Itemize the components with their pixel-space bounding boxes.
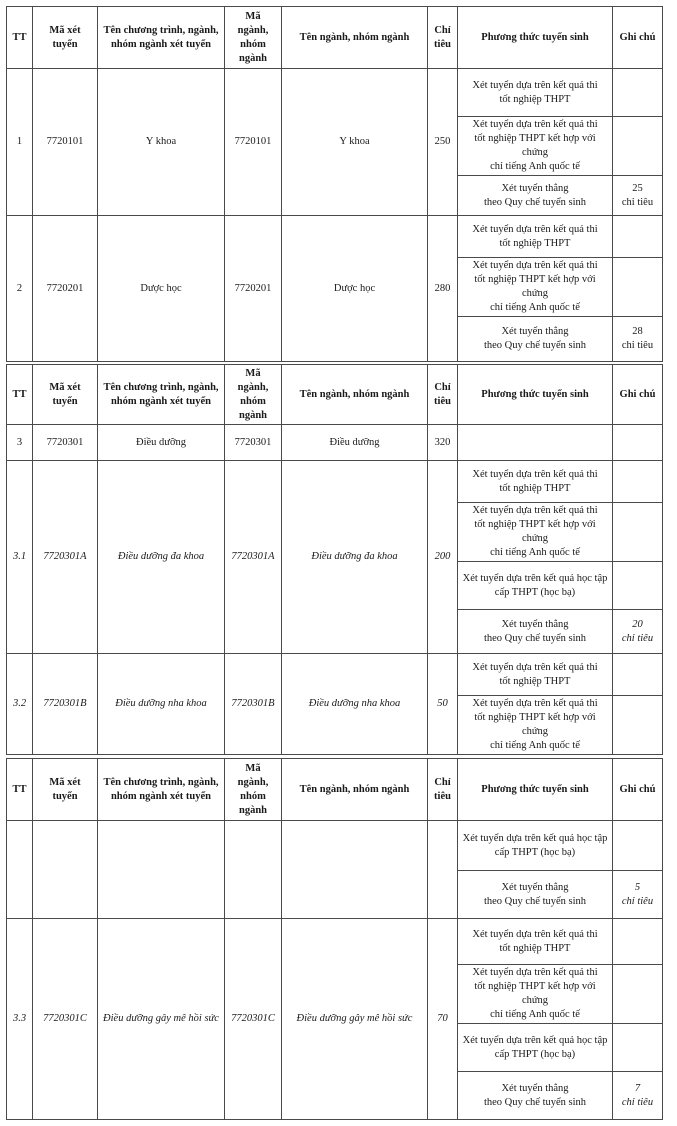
cell-method-thpt: Xét tuyển dựa trên kết quả thi tốt nghiệp THPT	[458, 69, 613, 117]
cell-method-thang: Xét tuyển thẳng theo Quy chế tuyển sinh	[458, 871, 613, 919]
col-chi-tieu: Chỉ tiêu	[428, 759, 458, 821]
table-row	[7, 919, 663, 965]
cell-ma-nganh: 7720301B	[225, 654, 282, 755]
header-row	[7, 7, 663, 69]
col-ten-chuong-trinh: Tên chương trình, ngành, nhóm ngành xét tuyển	[98, 7, 225, 69]
cell-ma-nganh: 7720301A	[225, 461, 282, 654]
col-tt: TT	[7, 7, 33, 69]
cell-note-empty	[613, 1024, 663, 1072]
cell-ma-empty	[33, 821, 98, 919]
cell-tt: 3.1	[7, 461, 33, 654]
col-tt: TT	[7, 365, 33, 425]
col-chi-tieu: Chỉ tiêu	[428, 7, 458, 69]
cell-note-empty	[613, 696, 663, 755]
col-ten-chuong-trinh: Tên chương trình, ngành, nhóm ngành xét tuyển	[98, 365, 225, 425]
cell-ma-nganh: 7720301C	[225, 919, 282, 1120]
cell-ma-xet-tuyen: 7720201	[33, 216, 98, 362]
cell-method-thpt-ielts: Xét tuyển dựa trên kết quả thi tốt nghiệp THPT kết hợp với chứng chỉ tiếng Anh quốc tế	[458, 117, 613, 176]
cell-ten-nganh-empty	[282, 821, 428, 919]
cell-chi-tieu: 280	[428, 216, 458, 362]
col-ghi-chu: Ghi chú	[613, 759, 663, 821]
cell-chi-tieu: 70	[428, 919, 458, 1120]
cell-ma-nganh-empty	[225, 821, 282, 919]
admission-table	[6, 6, 663, 362]
cell-chi-tieu: 320	[428, 425, 458, 461]
cell-method-thpt: Xét tuyển dựa trên kết quả thi tốt nghiệp THPT	[458, 919, 613, 965]
cell-ten-chuong-trinh: Điều dưỡng gây mê hồi sức	[98, 919, 225, 1120]
col-ghi-chu: Ghi chú	[613, 7, 663, 69]
col-phuong-thuc: Phương thức tuyển sinh	[458, 7, 613, 69]
cell-note-empty	[613, 654, 663, 696]
cell-tt: 3.2	[7, 654, 33, 755]
cell-ma-nganh: 7720201	[225, 216, 282, 362]
cell-ma-xet-tuyen: 7720301	[33, 425, 98, 461]
cell-note-quota: 7 chỉ tiêu	[613, 1072, 663, 1120]
cell-method-thang: Xét tuyển thẳng theo Quy chế tuyển sinh	[458, 317, 613, 362]
cell-ma-nganh: 7720301	[225, 425, 282, 461]
col-ten-chuong-trinh: Tên chương trình, ngành, nhóm ngành xét tuyển	[98, 759, 225, 821]
cell-method-thpt-ielts: Xét tuyển dựa trên kết quả thi tốt nghiệp THPT kết hợp với chứng chỉ tiếng Anh quốc tế	[458, 503, 613, 562]
cell-note-empty	[613, 562, 663, 610]
col-ma-nganh: Mã ngành, nhóm ngành	[225, 7, 282, 69]
cell-ten-nganh: Y khoa	[282, 69, 428, 216]
cell-method-thpt: Xét tuyển dựa trên kết quả thi tốt nghiệp THPT	[458, 654, 613, 696]
cell-method-hocba: Xét tuyển dựa trên kết quả học tập cấp THPT (học bạ)	[458, 1024, 613, 1072]
table-row	[7, 425, 663, 461]
cell-note-quota: 20 chỉ tiêu	[613, 610, 663, 654]
cell-note-quota: 25 chỉ tiêu	[613, 176, 663, 216]
cell-method-thpt: Xét tuyển dựa trên kết quả thi tốt nghiệp THPT	[458, 461, 613, 503]
cell-ten-chuong-trinh: Điều dưỡng nha khoa	[98, 654, 225, 755]
cell-ten-chuong-trinh: Điều dưỡng	[98, 425, 225, 461]
cell-method-thpt-ielts: Xét tuyển dựa trên kết quả thi tốt nghiệp THPT kết hợp với chứng chỉ tiếng Anh quốc tế	[458, 258, 613, 317]
table-row	[7, 216, 663, 258]
cell-tt: 1	[7, 69, 33, 216]
cell-method-thang: Xét tuyển thẳng theo Quy chế tuyển sinh	[458, 610, 613, 654]
col-phuong-thuc: Phương thức tuyển sinh	[458, 365, 613, 425]
cell-chi-tieu-empty	[428, 821, 458, 919]
cell-note-quota: 28 chỉ tiêu	[613, 317, 663, 362]
table-row	[7, 654, 663, 696]
cell-method-thang: Xét tuyển thẳng theo Quy chế tuyển sinh	[458, 176, 613, 216]
table-row	[7, 69, 663, 117]
cell-tt: 3.3	[7, 919, 33, 1120]
cell-note-empty	[613, 503, 663, 562]
cell-note-empty	[613, 821, 663, 871]
cell-ten-nganh: Dược học	[282, 216, 428, 362]
cell-method-thpt-ielts: Xét tuyển dựa trên kết quả thi tốt nghiệp THPT kết hợp với chứng chỉ tiếng Anh quốc tế	[458, 965, 613, 1024]
cell-note-empty	[613, 965, 663, 1024]
admission-table	[6, 364, 663, 755]
cell-ten-ct-empty	[98, 821, 225, 919]
header-row	[7, 365, 663, 425]
cell-ten-chuong-trinh: Điều dưỡng đa khoa	[98, 461, 225, 654]
admission-table	[6, 758, 663, 1120]
cell-ma-xet-tuyen: 7720301C	[33, 919, 98, 1120]
cell-ten-nganh: Điều dưỡng	[282, 425, 428, 461]
col-ten-nganh: Tên ngành, nhóm ngành	[282, 7, 428, 69]
cell-ten-nganh: Điều dưỡng đa khoa	[282, 461, 428, 654]
cell-tt-empty	[7, 821, 33, 919]
cell-method-thpt: Xét tuyển dựa trên kết quả thi tốt nghiệp THPT	[458, 216, 613, 258]
cell-ma-xet-tuyen: 7720101	[33, 69, 98, 216]
table-row	[7, 461, 663, 503]
table-segment-2	[6, 364, 662, 755]
cell-chi-tieu: 250	[428, 69, 458, 216]
col-ten-nganh: Tên ngành, nhóm ngành	[282, 759, 428, 821]
cell-chi-tieu: 200	[428, 461, 458, 654]
col-ghi-chu: Ghi chú	[613, 365, 663, 425]
table-row	[7, 821, 663, 871]
cell-note-quota: 5 chỉ tiêu	[613, 871, 663, 919]
cell-method-thpt-ielts: Xét tuyển dựa trên kết quả thi tốt nghiệp THPT kết hợp với chứng chỉ tiếng Anh quốc tế	[458, 696, 613, 755]
cell-tt: 3	[7, 425, 33, 461]
cell-note-empty	[613, 461, 663, 503]
col-ten-nganh: Tên ngành, nhóm ngành	[282, 365, 428, 425]
cell-ten-chuong-trinh: Y khoa	[98, 69, 225, 216]
col-ma-xet-tuyen: Mã xét tuyển	[33, 759, 98, 821]
cell-note-empty	[613, 216, 663, 258]
cell-note-empty	[613, 258, 663, 317]
cell-method-hocba: Xét tuyển dựa trên kết quả học tập cấp THPT (học bạ)	[458, 562, 613, 610]
col-ma-nganh: Mã ngành, nhóm ngành	[225, 365, 282, 425]
col-ma-xet-tuyen: Mã xét tuyển	[33, 7, 98, 69]
cell-ten-nganh: Điều dưỡng nha khoa	[282, 654, 428, 755]
cell-ma-nganh: 7720101	[225, 69, 282, 216]
cell-ma-xet-tuyen: 7720301B	[33, 654, 98, 755]
col-ma-xet-tuyen: Mã xét tuyển	[33, 365, 98, 425]
cell-note-empty	[613, 425, 663, 461]
cell-ten-nganh: Điều dưỡng gây mê hồi sức	[282, 919, 428, 1120]
table-segment-3	[6, 758, 662, 1120]
cell-ten-chuong-trinh: Dược học	[98, 216, 225, 362]
cell-note-empty	[613, 69, 663, 117]
cell-chi-tieu: 50	[428, 654, 458, 755]
cell-method-hocba: Xét tuyển dựa trên kết quả học tập cấp THPT (học bạ)	[458, 821, 613, 871]
col-phuong-thuc: Phương thức tuyển sinh	[458, 759, 613, 821]
col-tt: TT	[7, 759, 33, 821]
cell-tt: 2	[7, 216, 33, 362]
cell-ma-xet-tuyen: 7720301A	[33, 461, 98, 654]
col-ma-nganh: Mã ngành, nhóm ngành	[225, 759, 282, 821]
cell-method-thang: Xét tuyển thẳng theo Quy chế tuyển sinh	[458, 1072, 613, 1120]
cell-note-empty	[613, 919, 663, 965]
table-segment-1	[6, 6, 662, 362]
cell-method-empty	[458, 425, 613, 461]
col-chi-tieu: Chỉ tiêu	[428, 365, 458, 425]
header-row	[7, 759, 663, 821]
cell-note-empty	[613, 117, 663, 176]
